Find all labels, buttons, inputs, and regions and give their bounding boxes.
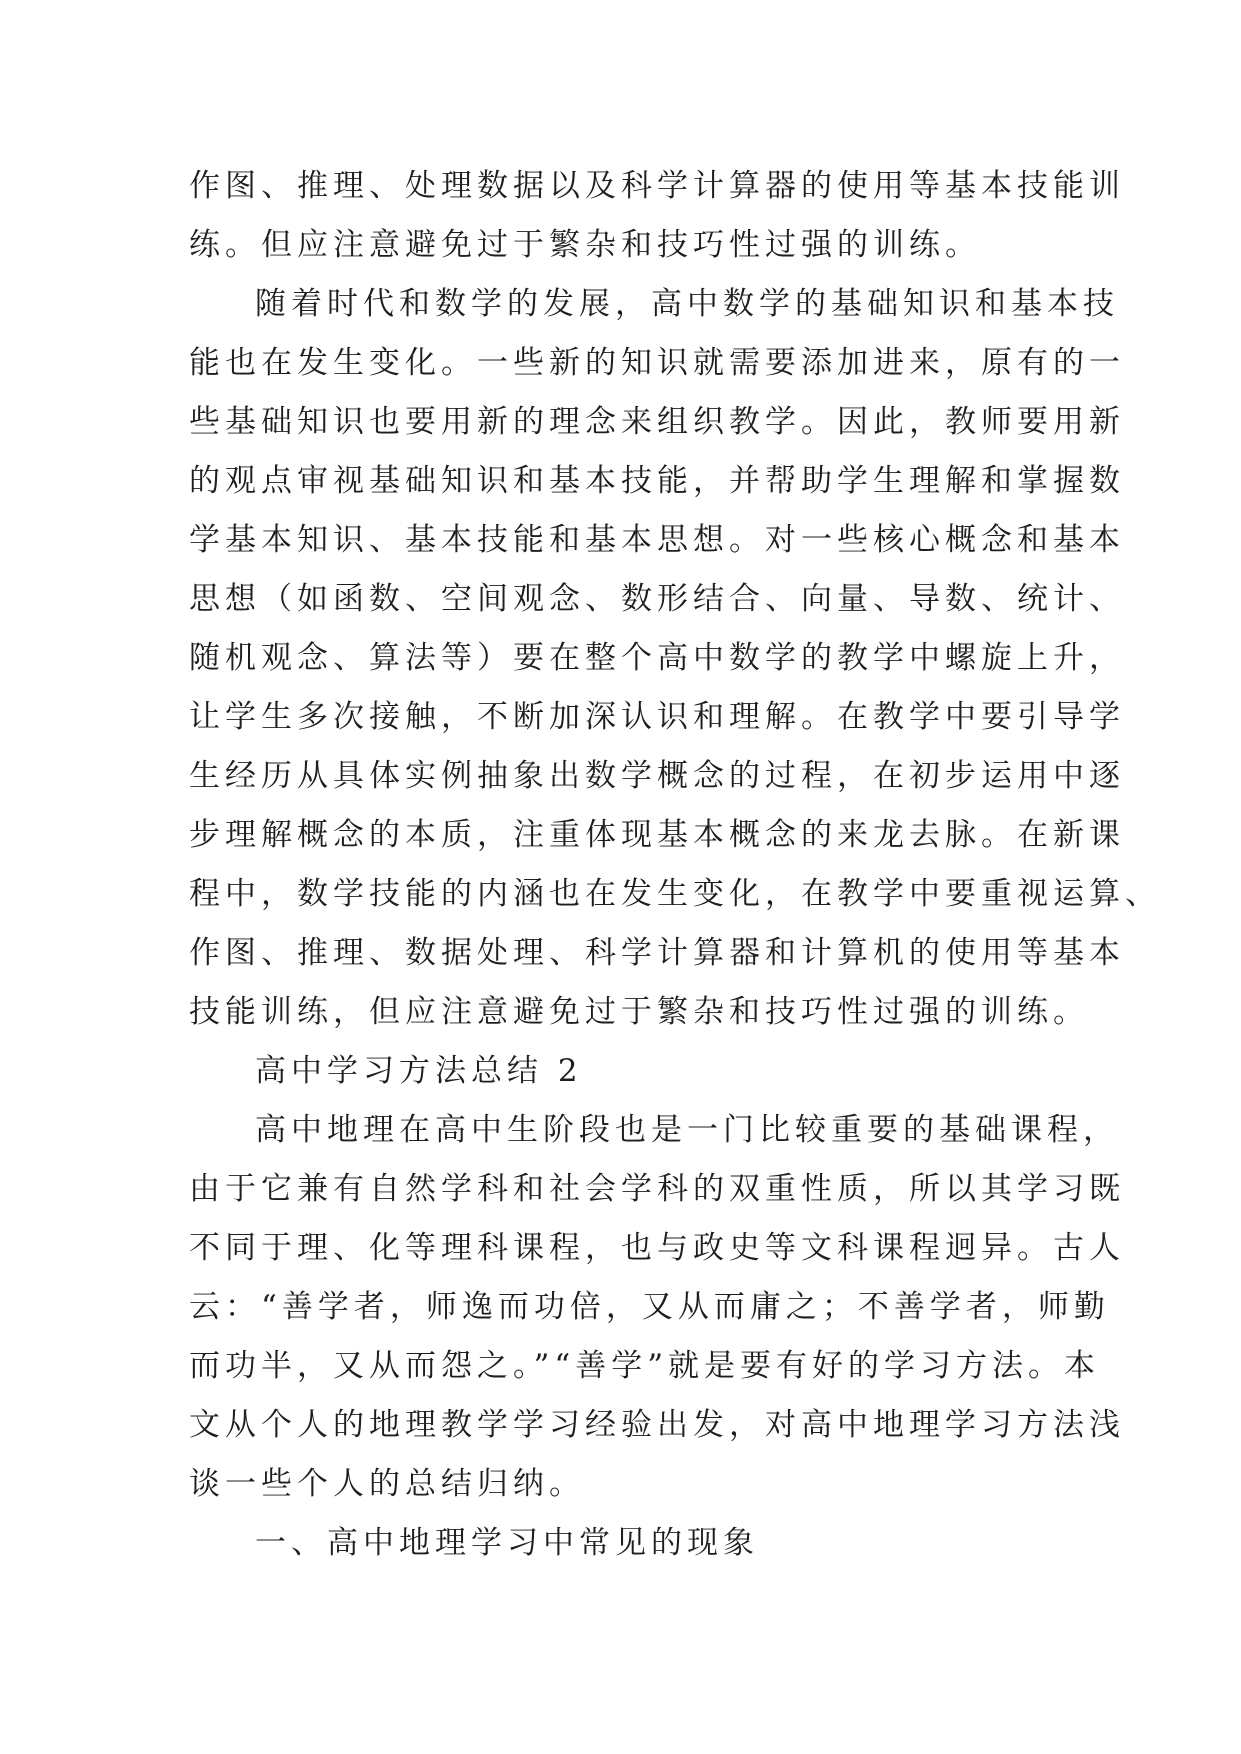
- text-line: 能也在发生变化。一些新的知识就需要添加进来，原有的一: [189, 345, 1125, 381]
- text-line: 文从个人的地理教学学习经验出发，对高中地理学习方法浅: [189, 1407, 1125, 1443]
- text-line: 随机观念、算法等）要在整个高中数学的教学中螺旋上升，: [189, 640, 1125, 676]
- text-line: 步理解概念的本质，注重体现基本概念的来龙去脉。在新课: [189, 817, 1125, 853]
- text-line: 谈一些个人的总结归纳。: [189, 1466, 585, 1502]
- text-line: 让学生多次接触，不断加深认识和理解。在教学中要引导学: [189, 699, 1125, 735]
- text-line: 由于它兼有自然学科和社会学科的双重性质，所以其学习既: [189, 1171, 1125, 1207]
- text-line: 不同于理、化等理科课程，也与政史等文科课程迥异。古人: [189, 1230, 1125, 1266]
- text-line: 程中，数学技能的内涵也在发生变化，在教学中要重视运算、: [189, 876, 1161, 912]
- text-line: 些基础知识也要用新的理念来组织教学。因此，教师要用新: [189, 404, 1125, 440]
- text-line: 的观点审视基础知识和基本技能，并帮助学生理解和掌握数: [189, 463, 1125, 499]
- paragraph-start-line: 随着时代和数学的发展，高中数学的基础知识和基本技: [255, 286, 1119, 322]
- section-heading: 高中学习方法总结 2: [255, 1053, 583, 1089]
- text-line: 生经历从具体实例抽象出数学概念的过程，在初步运用中逐: [189, 758, 1125, 794]
- text-line: 作图、推理、处理数据以及科学计算器的使用等基本技能训: [189, 168, 1125, 204]
- text-line: 云：“善学者，师逸而功倍，又从而庸之；不善学者，师勤: [189, 1289, 1110, 1325]
- body-text: [189, 157, 1161, 1573]
- subsection-heading: 一、高中地理学习中常见的现象: [255, 1525, 759, 1561]
- paragraph-start-line: 高中地理在高中生阶段也是一门比较重要的基础课程，: [255, 1112, 1119, 1148]
- text-line: 技能训练，但应注意避免过于繁杂和技巧性过强的训练。: [189, 994, 1089, 1030]
- text-line: 作图、推理、数据处理、科学计算器和计算机的使用等基本: [189, 935, 1125, 971]
- text-line: 学基本知识、基本技能和基本思想。对一些核心概念和基本: [189, 522, 1125, 558]
- text-line: 练。但应注意避免过于繁杂和技巧性过强的训练。: [189, 227, 981, 263]
- text-line: 思想（如函数、空间观念、数形结合、向量、导数、统计、: [189, 581, 1125, 617]
- text-line: 而功半，又从而怨之。”“善学”就是要有好的学习方法。本: [189, 1348, 1101, 1384]
